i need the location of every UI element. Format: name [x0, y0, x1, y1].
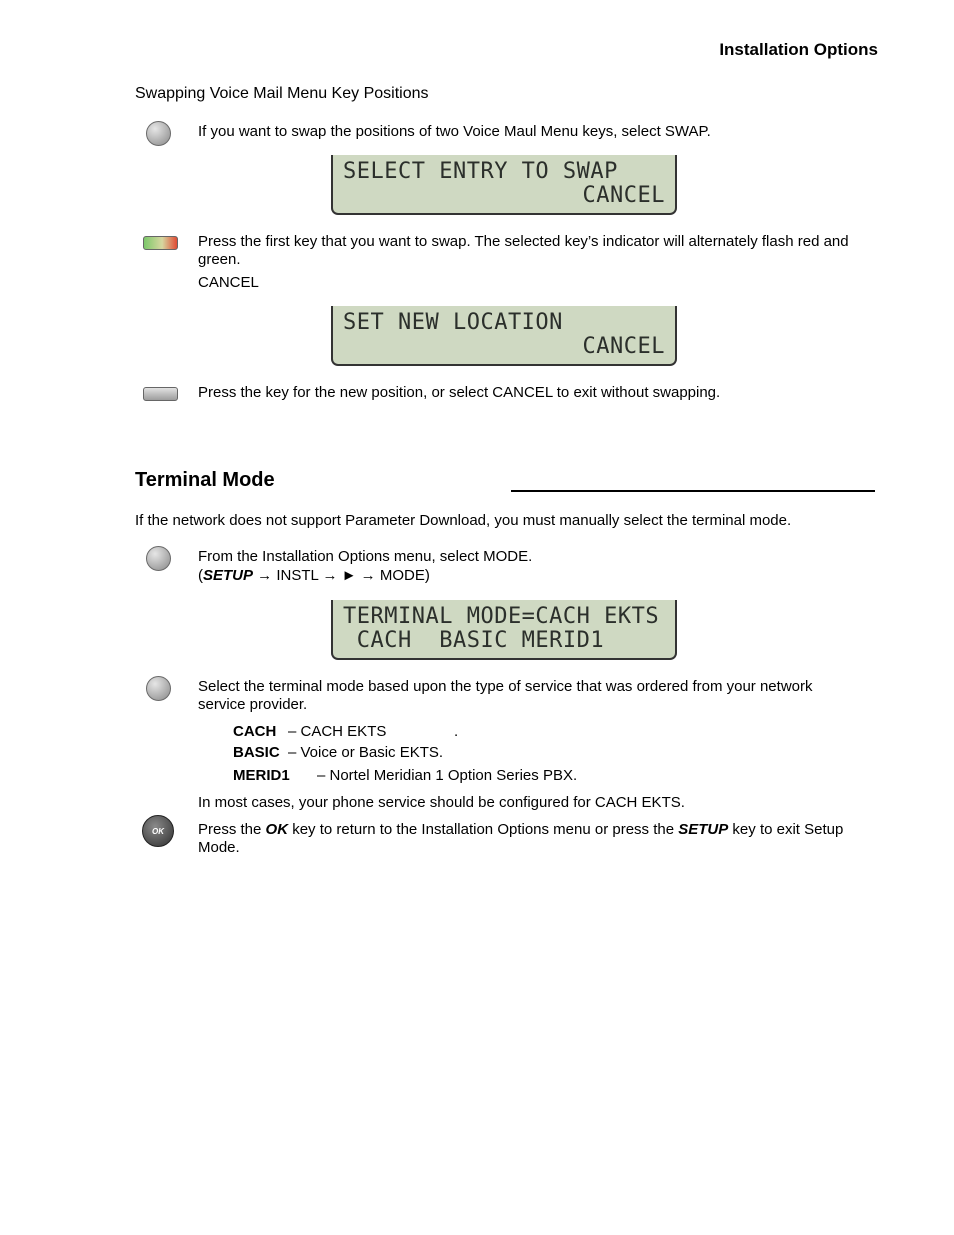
softkey-button-icon: [146, 546, 171, 571]
section-divider: [511, 490, 875, 492]
swap-step-2-text-line1: Press the first key that you want to swap. The selected key’s indicator will alternately flash red and: [198, 233, 849, 250]
lcd-line-1: TERMINAL MODE=CACH EKTS: [343, 604, 660, 629]
option-key: MERID1: [233, 767, 290, 784]
lcd-display-swap: [331, 155, 677, 215]
terminal-step-2-text-line2: service provider.: [198, 696, 308, 713]
ok-button-icon: OK: [142, 815, 174, 847]
lcd-line-1: SET NEW LOCATION: [343, 310, 563, 335]
option-cach: [233, 723, 386, 740]
softkey-button-icon: [146, 676, 171, 701]
ok-key-label: OK: [265, 821, 289, 838]
option-cach-period: .: [454, 723, 459, 740]
text: key to return to the Installation Options menu or press the: [288, 821, 679, 838]
setup-key-label: SETUP: [678, 821, 729, 838]
option-merid1: [233, 767, 577, 784]
page-header-title: Installation Options: [719, 40, 878, 59]
lcd-display-terminal-mode: [331, 600, 677, 660]
path-rest: → INSTL → ► → MODE): [253, 567, 430, 584]
swap-step-3-text: Press the key for the new position, or select CANCEL to exit without swapping.: [198, 384, 721, 401]
option-key: BASIC: [233, 744, 280, 761]
lcd-line-1: SELECT ENTRY TO SWAP: [343, 159, 618, 184]
terminal-note: In most cases, your phone service should be configured for CACH EKTS.: [198, 794, 685, 811]
section-subheading: Swapping Voice Mail Menu Key Positions: [135, 85, 429, 102]
path-open: (: [198, 567, 203, 584]
softkey-button-icon: [146, 121, 171, 146]
terminal-step-2-text-line1: Select the terminal mode based upon the type of service that was ordered from your network: [198, 678, 813, 695]
flashing-key-icon: [143, 236, 178, 250]
text: key to exit Setup: [728, 821, 844, 838]
terminal-step-3-text-line1: [198, 821, 843, 839]
terminal-intro: If the network does not support Parameter Download, you must manually select the terminal mode.: [135, 512, 792, 529]
option-desc: – Voice or Basic EKTS.: [288, 744, 444, 761]
text: Press the: [198, 821, 266, 838]
lcd-display-location: [331, 306, 677, 366]
option-desc: – CACH EKTS: [288, 723, 387, 740]
terminal-step-1-path: [198, 567, 430, 585]
swap-step-2-text-line2: green.: [198, 251, 241, 268]
lcd-line-2: CANCEL: [582, 334, 665, 359]
lcd-line-2: CACH BASIC MERID1: [343, 628, 605, 653]
lcd-line-2: CANCEL: [582, 183, 665, 208]
setup-key-label: SETUP: [203, 567, 254, 584]
option-basic: [233, 744, 443, 761]
option-desc: – Nortel Meridian 1 Option Series PBX.: [317, 767, 578, 784]
option-key: CACH: [233, 723, 277, 740]
swap-step-1-text: If you want to swap the positions of two Voice Maul Menu keys, select SWAP.: [198, 123, 711, 140]
terminal-step-1-text: From the Installation Options menu, select MODE.: [198, 548, 533, 565]
terminal-step-3-text-line2: Mode.: [198, 839, 240, 856]
swap-step-2-cancel: CANCEL: [198, 274, 259, 291]
section-title: Terminal Mode: [135, 469, 275, 491]
key-icon: [143, 387, 178, 401]
